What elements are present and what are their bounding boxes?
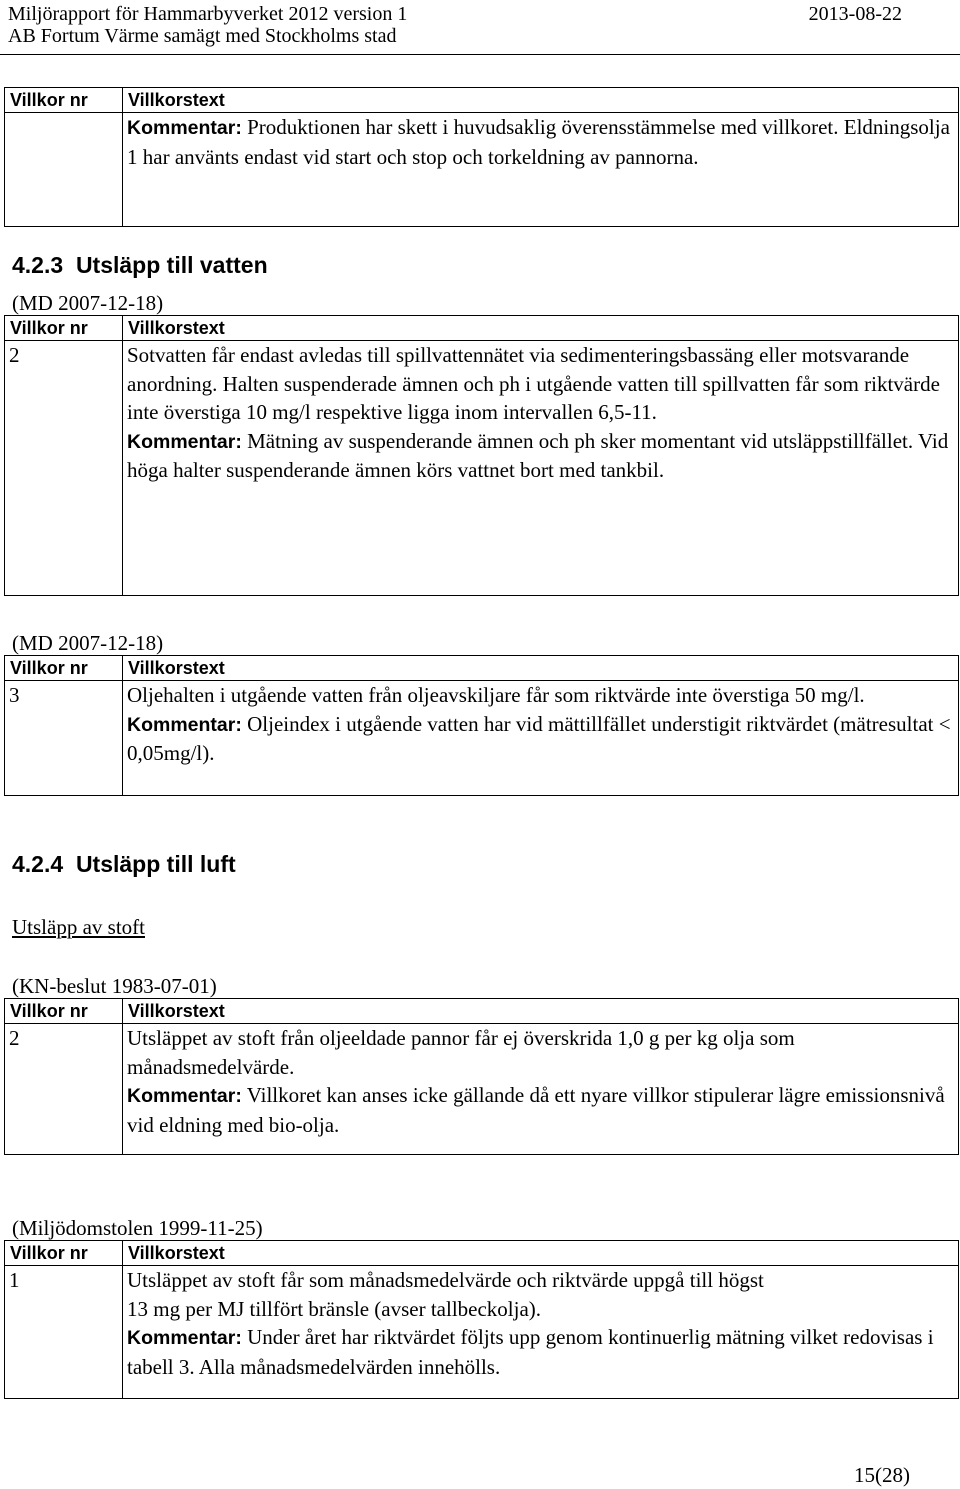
- company-name: AB Fortum Värme samägt med Stockholms stad: [8, 25, 397, 47]
- column-header-nr: Villkor nr: [5, 999, 123, 1024]
- section-heading-air: [12, 851, 236, 878]
- table-header-row: [5, 656, 959, 681]
- condition-nr: 2: [5, 341, 123, 596]
- condition-nr: 3: [5, 681, 123, 796]
- column-header-text: Villkorstext: [123, 1241, 959, 1266]
- condition-nr: 2: [5, 1024, 123, 1155]
- condition-text-cell: [123, 1024, 959, 1155]
- condition-table: [4, 998, 959, 1155]
- condition-text: Sotvatten får endast avledas till spillvattennätet via sedimenteringsbassäng eller motsvarande anordning. Halten suspenderade ämnen och ph i utgående vatten till spillvatten får som riktvärde inte överstiga 10 mg/l respektive ligga inom intervallen 6,5-11.: [127, 343, 940, 424]
- table-header-row: [5, 999, 959, 1024]
- header-rule: [0, 54, 960, 55]
- comment-label: Kommentar:: [127, 713, 242, 736]
- page-number: 15(28): [854, 1463, 910, 1487]
- section-number: 4.2.3: [12, 252, 64, 278]
- condition-nr: 1: [5, 1266, 123, 1399]
- column-header-nr: Villkor nr: [5, 316, 123, 341]
- table-row: [5, 341, 959, 596]
- section-title: Utsläpp till vatten: [75, 252, 268, 278]
- comment-text: Produktionen har skett i huvudsaklig överensstämmelse med villkoret. Eldningsolja 1 har använts endast vid start och stop och torkeldning av pannorna.: [127, 115, 950, 169]
- condition-reference: (Miljödomstolen 1999-11-25): [12, 1216, 263, 1240]
- section-number: 4.2.4: [12, 851, 64, 877]
- condition-table: [4, 315, 959, 596]
- condition-text: Oljehalten i utgående vatten från oljeavskiljare får som riktvärde inte överstiga 50 mg/l.: [127, 683, 865, 707]
- table-header-row: [5, 1241, 959, 1266]
- condition-text-cell: [123, 341, 959, 596]
- column-header-nr: Villkor nr: [5, 1241, 123, 1266]
- condition-reference: (KN-beslut 1983-07-01): [12, 974, 217, 998]
- column-header-text: Villkorstext: [123, 316, 959, 341]
- condition-table-continued: [4, 87, 959, 227]
- table-header-row: [5, 316, 959, 341]
- column-header-nr: Villkor nr: [5, 88, 123, 113]
- condition-text-line: Utsläppet av stoft får som månadsmedelvärde och riktvärde uppgå till högst: [127, 1268, 764, 1292]
- table-header-row: [5, 88, 959, 113]
- column-header-text: Villkorstext: [123, 656, 959, 681]
- table-row: [5, 113, 959, 227]
- comment-label: Kommentar:: [127, 1327, 242, 1349]
- column-header-text: Villkorstext: [123, 88, 959, 113]
- comment-label: Kommentar:: [127, 117, 242, 139]
- subheading: Utsläpp av stoft: [12, 915, 145, 939]
- condition-text-cell: [123, 1266, 959, 1399]
- comment-text: Villkoret kan anses icke gällande då ett nyare villkor stipulerar lägre emissionsnivå vid eldning med bio-olja.: [127, 1083, 945, 1137]
- section-title: Utsläpp till luft: [75, 851, 236, 877]
- comment-text: Oljeindex i utgående vatten har vid mättillfället understigit riktvärdet (mätresultat < 0,05mg/l).: [127, 711, 951, 765]
- report-title: Miljörapport för Hammarbyverket 2012 version 1: [8, 3, 408, 25]
- condition-text: Utsläppet av stoft från oljeeldade pannor får ej överskrida 1,0 g per kg olja som månadsmedelvärde.: [127, 1026, 795, 1079]
- condition-text-cell: [123, 113, 959, 227]
- comment-text: Under året har riktvärdet följts upp genom kontinuerlig mätning vilket redovisas i tabell 3. Alla månadsmedelvärden innehölls.: [127, 1325, 934, 1379]
- column-header-text: Villkorstext: [123, 999, 959, 1024]
- table-row: [5, 1024, 959, 1155]
- comment-text: Mätning av suspenderande ämnen och ph sker momentant vid utsläppstillfället. Vid höga halter suspenderande ämnen körs vattnet bort med tankbil.: [127, 428, 949, 482]
- condition-table: [4, 655, 959, 796]
- condition-text-cell: [123, 681, 959, 796]
- column-header-nr: Villkor nr: [5, 656, 123, 681]
- condition-nr: [5, 113, 123, 227]
- table-row: [5, 1266, 959, 1399]
- comment-label: Kommentar:: [127, 1085, 242, 1107]
- condition-table: [4, 1240, 959, 1399]
- report-date: 2013-08-22: [808, 3, 902, 25]
- comment-label: Kommentar:: [127, 430, 242, 453]
- condition-reference: (MD 2007-12-18): [12, 291, 164, 315]
- table-row: [5, 681, 959, 796]
- section-heading-water: [12, 252, 268, 279]
- condition-reference: (MD 2007-12-18): [12, 631, 164, 655]
- condition-text-line: 13 mg per MJ tillfört bränsle (avser tallbeckolja).: [127, 1296, 542, 1321]
